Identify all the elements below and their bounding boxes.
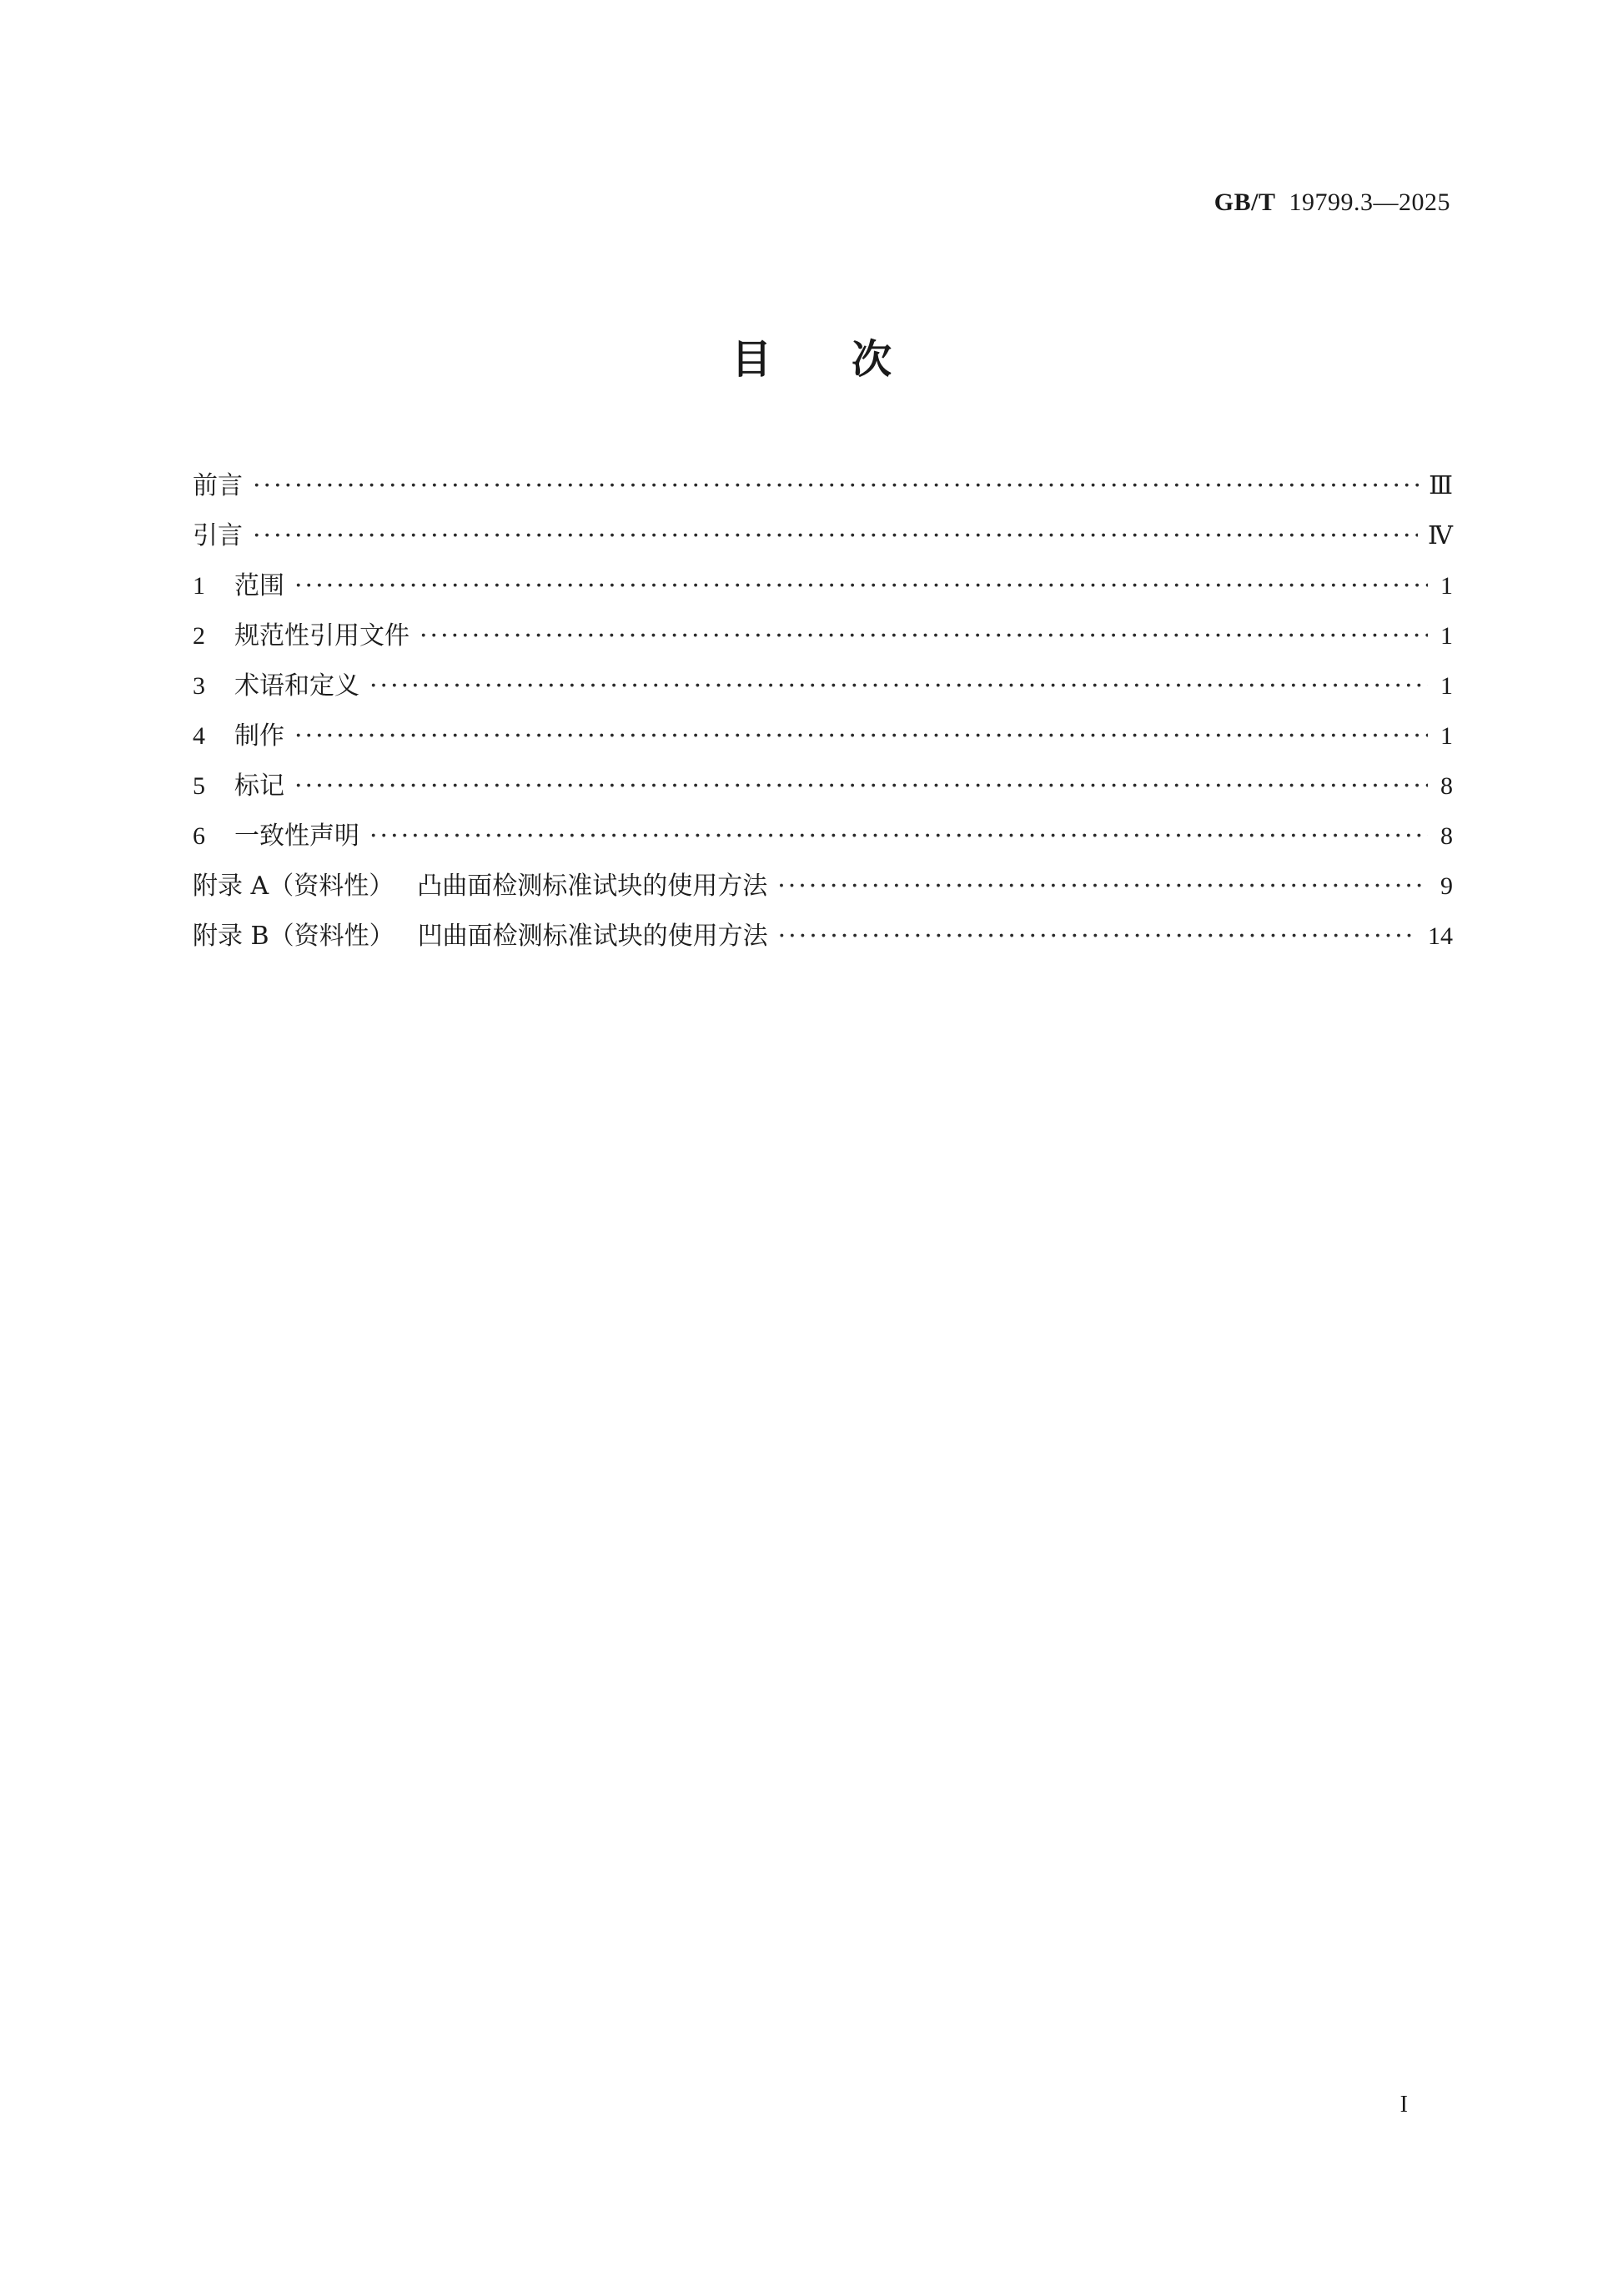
toc-dot-leader <box>294 761 1428 811</box>
table-of-contents <box>193 461 1453 962</box>
toc-page-number: 8 <box>1440 772 1453 800</box>
toc-entry-scope[interactable] <box>193 561 1453 611</box>
toc-entry-annex-a[interactable] <box>193 862 1453 912</box>
toc-entry-label: 术语和定义 <box>234 671 359 701</box>
toc-entry-marking[interactable] <box>193 761 1453 811</box>
toc-dot-leader <box>420 611 1428 661</box>
toc-dot-leader <box>369 811 1428 862</box>
toc-entry-normative-references[interactable] <box>193 611 1453 661</box>
toc-dot-leader <box>778 912 1418 962</box>
toc-page-number: 8 <box>1440 822 1453 850</box>
toc-entry-foreword[interactable] <box>193 461 1453 511</box>
toc-dot-leader <box>369 661 1428 711</box>
page-number: I <box>1399 2092 1408 2118</box>
toc-entry-number: 4 <box>193 722 205 750</box>
toc-entry-label: 凹曲面检测标准试块的使用方法 <box>417 922 768 951</box>
toc-entry-number: 6 <box>193 822 205 850</box>
toc-entry-annex-b[interactable] <box>193 912 1453 962</box>
toc-entry-number: 2 <box>193 622 205 650</box>
toc-entry-number: 3 <box>193 672 205 700</box>
toc-dot-leader <box>294 561 1428 611</box>
toc-entry-conformity-statement[interactable] <box>193 811 1453 862</box>
toc-entry-label: 规范性引用文件 <box>234 621 410 651</box>
toc-entry-terms-definitions[interactable] <box>193 661 1453 711</box>
toc-page-number: 1 <box>1440 622 1453 650</box>
toc-page-number: 9 <box>1440 872 1453 900</box>
toc-entry-fabrication[interactable] <box>193 711 1453 761</box>
toc-annex-prefix: 附录 B（资料性） <box>193 922 394 951</box>
toc-dot-leader <box>777 862 1428 912</box>
toc-entry-label: 范围 <box>234 571 284 600</box>
toc-entry-number: 5 <box>193 772 205 800</box>
toc-entry-label: 一致性声明 <box>234 821 359 851</box>
toc-page-number: Ⅳ <box>1428 522 1453 550</box>
toc-page-number: 1 <box>1440 672 1453 700</box>
toc-entry-label: 引言 <box>193 521 243 550</box>
toc-entry-label: 标记 <box>234 771 284 801</box>
standard-prefix: GB/T <box>1213 188 1276 216</box>
toc-dot-leader <box>253 461 1419 511</box>
toc-entry-introduction[interactable] <box>193 511 1453 561</box>
toc-page-number: Ⅲ <box>1429 472 1453 500</box>
standard-number <box>1214 188 1450 217</box>
standard-code: 19799.3—2025 <box>1289 188 1450 216</box>
toc-dot-leader <box>253 511 1418 561</box>
toc-page-number: 1 <box>1440 722 1453 750</box>
toc-page-number: 14 <box>1428 922 1453 950</box>
toc-entry-label: 前言 <box>193 471 243 500</box>
toc-entry-label: 凸曲面检测标准试块的使用方法 <box>417 872 768 901</box>
toc-entry-number: 1 <box>193 572 205 600</box>
toc-annex-prefix: 附录 A（资料性） <box>193 872 394 901</box>
page-title: 目次 <box>731 336 972 383</box>
toc-entry-label: 制作 <box>234 721 284 751</box>
toc-dot-leader <box>294 711 1428 761</box>
toc-page-number: 1 <box>1440 572 1453 600</box>
